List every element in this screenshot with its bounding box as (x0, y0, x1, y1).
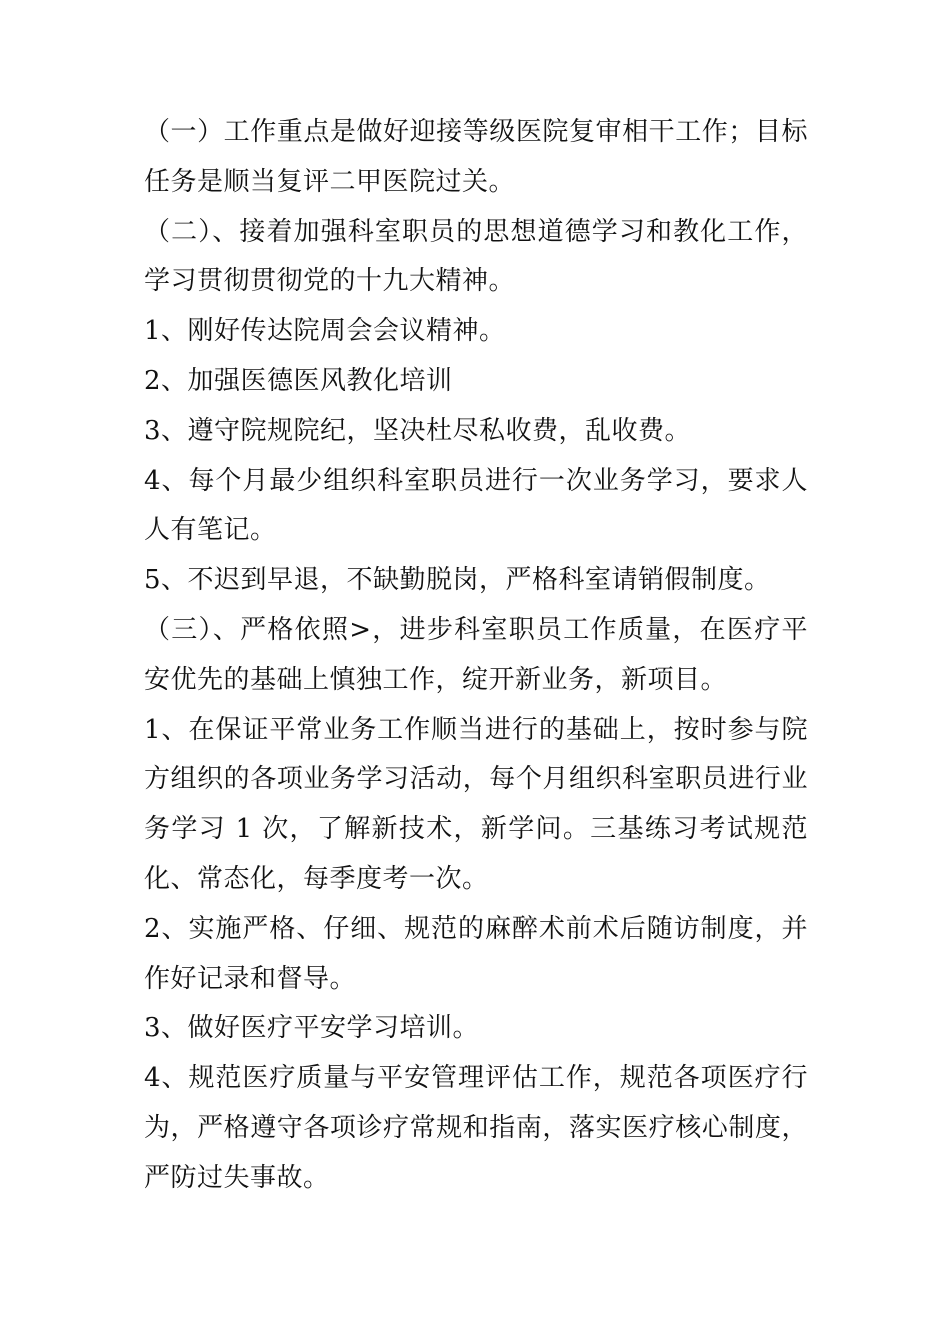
list-item: 4、规范医疗质量与平安管理评估工作，规范各项医疗行为，严格遵守各项诊疗常规和指南，落实医疗核心制度，严防过失事故。 (144, 1063, 808, 1193)
document-body (144, 108, 808, 1204)
paragraph-section-2: （二）、接着加强科室职员的思想道德学习和教化工作，学习贯彻贯彻党的十九大精神。 (144, 216, 808, 297)
list-item: 3、遵守院规院纪，坚决杜尽私收费，乱收费。 (144, 415, 692, 446)
list-item: 2、实施严格、仔细、规范的麻醉术前术后随访制度，并作好记录和督导。 (144, 913, 808, 994)
paragraph-section-3: （三）、严格依照>，进步科室职员工作质量，在医疗平安优先的基础上慎独工作，绽开新业务，新项目。 (144, 614, 808, 695)
list-item: 1、在保证平常业务工作顺当进行的基础上，按时参与院方组织的各项业务学习活动，每个月组织科室职员进行业务学习 1 次，了解新技术，新学问。三基练习考试规范化、常态化，每季度考一次。 (144, 714, 808, 894)
paragraph-section-1: （一）工作重点是做好迎接等级医院复审相干工作；目标任务是顺当复评二甲医院过关。 (144, 117, 808, 197)
list-item: 2、加强医德医风教化培训 (144, 365, 453, 396)
list-item: 1、刚好传达院周会会议精神。 (144, 316, 506, 347)
list-item: 4、每个月最少组织科室职员进行一次业务学习，要求人人有笔记。 (144, 465, 808, 546)
list-item: 3、做好医疗平安学习培训。 (144, 1013, 480, 1044)
list-item: 5、不迟到早退，不缺勤脱岗，严格科室请销假制度。 (144, 565, 771, 596)
